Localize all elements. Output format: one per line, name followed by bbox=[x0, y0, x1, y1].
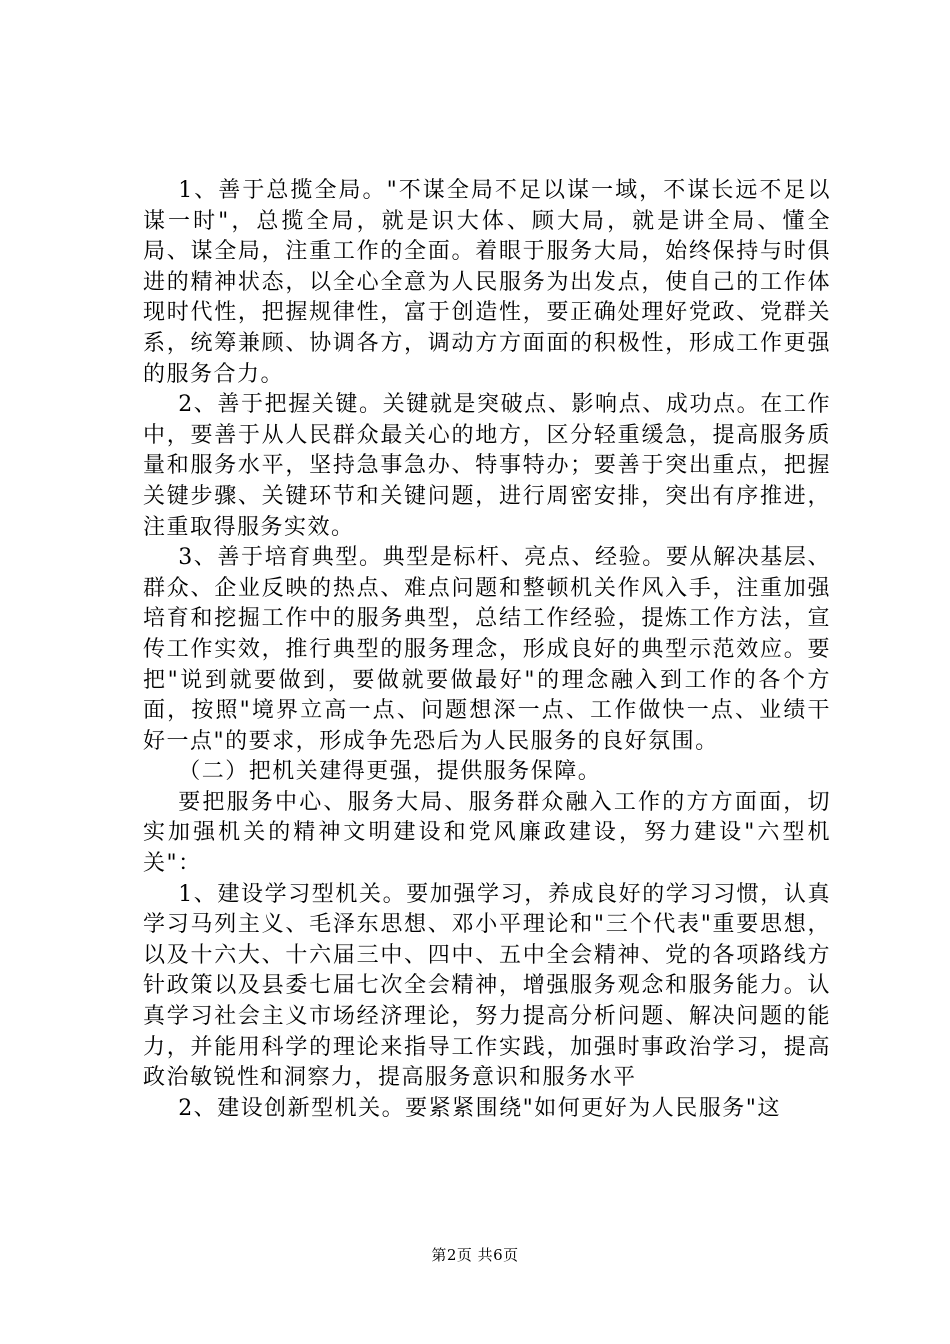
paragraph-six-type-organs: 要把服务中心、服务大局、服务群众融入工作的方方面面，切实加强机关的精神文明建设和党风廉政建设，努力建设"六型机关"： bbox=[143, 789, 831, 877]
paragraph-cultivate-models: 3、善于培育典型。典型是标杆、亮点、经验。要从解决基层、群众、企业反映的热点、难点问题和整顿机关作风入手，注重加强培育和挖掘工作中的服务典型，总结工作经验，提炼工作方法，宣传工作实效，推行典型的服务理念，形成良好的典型示范效应。要把"说到就要做到，要做就要做最好"的理念融入到工作的各个方面，按照"境界立高一点、问题想深一点、工作做快一点、业绩干好一点"的要求，形成争先恐后为人民服务的良好氛围。 bbox=[143, 545, 831, 754]
section-heading-stronger-organs: （二）把机关建得更强，提供服务保障。 bbox=[178, 759, 602, 785]
paragraph-overall-view: 1、善于总揽全局。"不谋全局不足以谋一域，不谋长远不足以谋一时"，总揽全局，就是识大体、顾大局，就是讲全局、懂全局、谋全局，注重工作的全面。着眼于服务大局，始终保持与时俱进的精神状态，以全心全意为人民服务为出发点，使自己的工作体现时代性，把握规律性，富于创造性，要正确处理好党政、党群关系，统筹兼顾、协调各方，调动方方面面的积极性，形成工作更强的服务合力。 bbox=[143, 178, 831, 387]
document-body bbox=[143, 176, 831, 1124]
page-footer: 第2页 共6页 bbox=[431, 1246, 519, 1264]
paragraph-learning-organ: 1、建设学习型机关。要加强学习，养成良好的学习习惯，认真学习马列主义、毛泽东思想、邓小平理论和"三个代表"重要思想，以及十六大、十六届三中、四中、五中全会精神、党的各项路线方针政策以及县委七届七次全会精神，增强服务观念和服务能力。认真学习社会主义市场经济理论，努力提高分析问题、解决问题的能力，并能用科学的理论来指导工作实践，加强时事政治学习，提高政治敏锐性和洞察力，提高服务意识和服务水平 bbox=[143, 881, 831, 1091]
paragraph-key-points: 2、善于把握关键。关键就是突破点、影响点、成功点。在工作中，要善于从人民群众最关心的地方，区分轻重缓急，提高服务质量和服务水平，坚持急事急办、特事特办；要善于突出重点，把握关键步骤、关键环节和关键问题，进行周密安排，突出有序推进，注重取得服务实效。 bbox=[143, 392, 831, 540]
paragraph-innovative-organ: 2、建设创新型机关。要紧紧围绕"如何更好为人民服务"这 bbox=[178, 1095, 781, 1121]
